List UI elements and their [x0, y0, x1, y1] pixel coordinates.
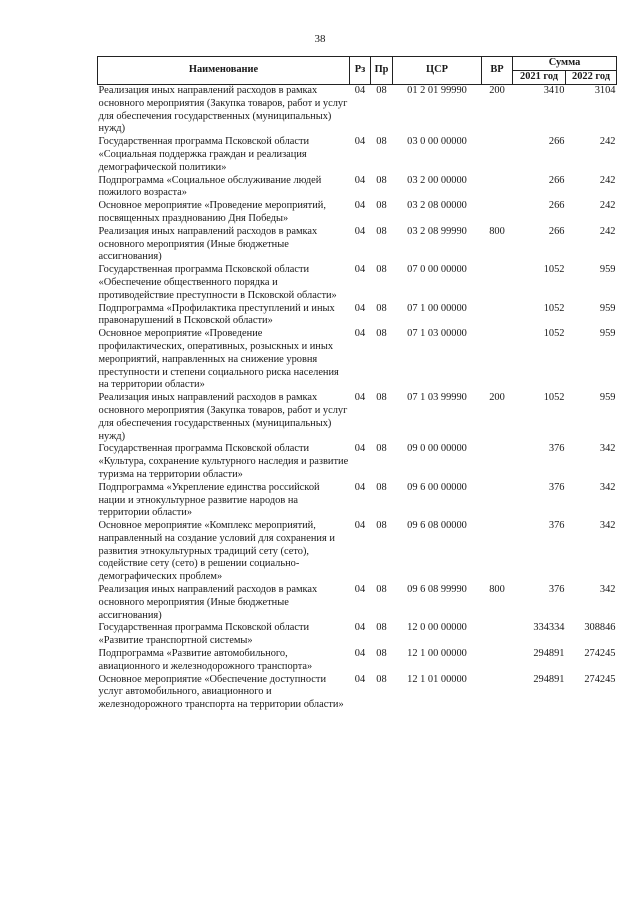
cell-pr: 08	[376, 443, 387, 455]
cell-name: Основное мероприятие «Комплекс мероприятий, направленный на создание условий для сохранения и развития этнокультурных традиций сету (сето), содействие сету (сето) в решении социально-демографических проблем»	[98, 520, 335, 583]
cell-2021: 1052	[543, 392, 565, 404]
cell-rz: 04	[354, 622, 366, 634]
cell-pr: 08	[376, 85, 387, 96]
cell-vr: 200	[489, 392, 505, 404]
table-row	[98, 622, 617, 648]
cell-2022: 342	[599, 481, 616, 493]
table-row	[98, 482, 617, 520]
cell-pr: 08	[376, 225, 387, 237]
cell-rz: 04	[354, 443, 366, 455]
header-pr: Пр	[371, 57, 393, 85]
cell-2022: 242	[599, 200, 616, 212]
cell-2022: 342	[599, 584, 616, 596]
table-row	[98, 443, 617, 481]
table-row	[98, 264, 617, 302]
cell-2022: 959	[599, 328, 616, 340]
table-row	[98, 648, 617, 674]
cell-vr	[482, 303, 513, 329]
cell-rz: 04	[354, 392, 366, 404]
table-body	[98, 85, 617, 713]
cell-name: Подпрограмма «Укрепление единства российской нации и этнокультурное развитие народов на территории области»	[98, 481, 320, 519]
cell-2022: 242	[599, 225, 616, 237]
header-year-2022: 2022 год	[566, 71, 617, 85]
cell-2021: 376	[548, 443, 565, 455]
cell-2021: 266	[548, 174, 565, 186]
cell-csr: 03 0 00 00000	[407, 136, 467, 148]
cell-2022: 342	[599, 443, 616, 455]
cell-vr	[482, 622, 513, 648]
header-year-2021: 2021 год	[513, 71, 566, 85]
cell-csr: 09 6 00 00000	[407, 481, 467, 493]
cell-2021: 294891	[533, 648, 565, 660]
cell-2021: 3410	[543, 85, 565, 96]
cell-rz: 04	[354, 673, 366, 685]
cell-2022: 959	[599, 264, 616, 276]
cell-2022: 274245	[584, 673, 616, 685]
header-name: Наименование	[98, 57, 350, 85]
cell-2021: 294891	[533, 673, 565, 685]
cell-pr: 08	[376, 302, 387, 314]
cell-name: Реализация иных направлений расходов в рамках основного мероприятия (Иные бюджетные ассигнования)	[98, 225, 318, 263]
cell-pr: 08	[376, 622, 387, 634]
cell-rz: 04	[354, 584, 366, 596]
cell-pr: 08	[376, 392, 387, 404]
cell-pr: 08	[376, 200, 387, 212]
page-number: 38	[314, 33, 326, 45]
cell-csr: 09 6 08 99990	[407, 584, 467, 596]
cell-pr: 08	[376, 584, 387, 596]
cell-csr: 03 2 08 99990	[407, 225, 467, 237]
cell-pr: 08	[376, 328, 387, 340]
cell-2021: 266	[548, 200, 565, 212]
cell-2021: 334334	[533, 622, 565, 634]
cell-2022: 342	[599, 520, 616, 532]
cell-2021: 266	[548, 136, 565, 148]
table-header	[98, 57, 617, 85]
cell-csr: 07 1 03 00000	[407, 328, 467, 340]
cell-2022: 308846	[584, 622, 616, 634]
cell-pr: 08	[376, 648, 387, 660]
cell-pr: 08	[376, 264, 387, 276]
cell-vr: 800	[489, 584, 505, 596]
cell-rz: 04	[354, 328, 366, 340]
cell-rz: 04	[354, 200, 366, 212]
cell-vr	[482, 648, 513, 674]
cell-name: Государственная программа Псковской области «Развитие транспортной системы»	[98, 622, 310, 647]
cell-2022: 242	[599, 174, 616, 186]
cell-2022: 959	[599, 302, 616, 314]
cell-2021: 1052	[543, 264, 565, 276]
header-rz: Рз	[350, 57, 371, 85]
cell-csr: 12 0 00 00000	[407, 622, 467, 634]
cell-csr: 07 0 00 00000	[407, 264, 467, 276]
cell-name: Подпрограмма «Профилактика преступлений и иных правонарушений в Псковской области»	[98, 302, 335, 327]
cell-name: Государственная программа Псковской области «Культура, сохранение культурного наследия и развитие туризма на территории области»	[98, 443, 349, 480]
cell-csr: 09 6 08 00000	[407, 520, 467, 532]
cell-rz: 04	[354, 520, 366, 532]
table-row	[98, 584, 617, 622]
header-csr: ЦСР	[393, 57, 482, 85]
cell-rz: 04	[354, 85, 366, 96]
cell-2021: 376	[548, 520, 565, 532]
cell-2021: 376	[548, 584, 565, 596]
cell-rz: 04	[354, 264, 366, 276]
cell-csr: 03 2 00 00000	[407, 174, 467, 186]
cell-vr	[482, 175, 513, 201]
cell-2021: 376	[548, 481, 565, 493]
cell-rz: 04	[354, 648, 366, 660]
cell-name: Реализация иных направлений расходов в рамках основного мероприятия (Иные бюджетные ассигнования)	[98, 584, 318, 621]
cell-2021: 1052	[543, 328, 565, 340]
cell-vr	[482, 482, 513, 520]
cell-name: Государственная программа Псковской области «Обеспечение общественного порядка и противодействие преступности в Псковской области»	[98, 264, 337, 301]
cell-pr: 08	[376, 174, 387, 186]
table-row	[98, 200, 617, 226]
table-row	[98, 136, 617, 174]
cell-pr: 08	[376, 520, 387, 532]
table-row	[98, 520, 617, 584]
header-sum: Сумма	[513, 57, 617, 71]
cell-vr	[482, 520, 513, 584]
cell-name: Основное мероприятие «Проведение мероприятий, посвященных празднованию Дня Победы»	[98, 200, 326, 224]
cell-vr	[482, 136, 513, 174]
cell-name: Подпрограмма «Социальное обслуживание людей пожилого возраста»	[98, 174, 322, 199]
cell-csr: 01 2 01 99990	[407, 85, 467, 96]
cell-csr: 07 1 03 99990	[407, 392, 467, 404]
cell-2022: 274245	[584, 648, 616, 660]
cell-csr: 03 2 08 00000	[407, 200, 467, 212]
cell-vr	[482, 328, 513, 392]
table-row	[98, 85, 617, 137]
cell-csr: 07 1 00 00000	[407, 302, 467, 314]
cell-name: Основное мероприятие «Проведение профилактических, оперативных, розыскных и иных мероприятий, направленных на снижение уровня преступности и степени социального риска населения на территории области»	[98, 328, 339, 391]
cell-csr: 12 1 01 00000	[407, 673, 467, 685]
table-row	[98, 226, 617, 264]
cell-name: Реализация иных направлений расходов в рамках основного мероприятия (Закупка товаров, работ и услуг для обеспечения государственных (муниципальных) нужд)	[98, 85, 348, 135]
cell-vr: 800	[489, 225, 505, 237]
cell-vr: 200	[489, 85, 505, 96]
table-row	[98, 392, 617, 443]
cell-vr	[482, 674, 513, 712]
cell-2022: 242	[599, 136, 616, 148]
cell-vr	[482, 443, 513, 481]
cell-pr: 08	[376, 673, 387, 685]
cell-2022: 959	[599, 392, 616, 404]
cell-2022: 3104	[594, 85, 616, 96]
table-row	[98, 303, 617, 329]
cell-2021: 266	[548, 225, 565, 237]
cell-rz: 04	[354, 302, 366, 314]
cell-vr	[482, 200, 513, 226]
cell-2021: 1052	[543, 302, 565, 314]
cell-rz: 04	[354, 136, 366, 148]
cell-pr: 08	[376, 481, 387, 493]
table-row	[98, 328, 617, 392]
table-row	[98, 175, 617, 201]
cell-name: Государственная программа Псковской области «Социальная поддержка граждан и реализация демографической политики»	[98, 136, 310, 173]
cell-rz: 04	[354, 225, 366, 237]
cell-name: Подпрограмма «Развитие автомобильного, авиационного и железнодорожного транспорта»	[98, 648, 313, 672]
header-vr: ВР	[482, 57, 513, 85]
cell-csr: 12 1 00 00000	[407, 648, 467, 660]
cell-pr: 08	[376, 136, 387, 148]
budget-table	[97, 56, 617, 712]
table-row	[98, 674, 617, 712]
cell-name: Реализация иных направлений расходов в рамках основного мероприятия (Закупка товаров, работ и услуг для обеспечения государственных (муниципальных) нужд)	[98, 392, 348, 442]
cell-vr	[482, 264, 513, 302]
cell-name: Основное мероприятие «Обеспечение доступности услуг автомобильного, авиационного и железнодорожного транспорта на территории области»	[98, 673, 344, 711]
cell-csr: 09 0 00 00000	[407, 443, 467, 455]
cell-rz: 04	[354, 174, 366, 186]
cell-rz: 04	[354, 481, 366, 493]
